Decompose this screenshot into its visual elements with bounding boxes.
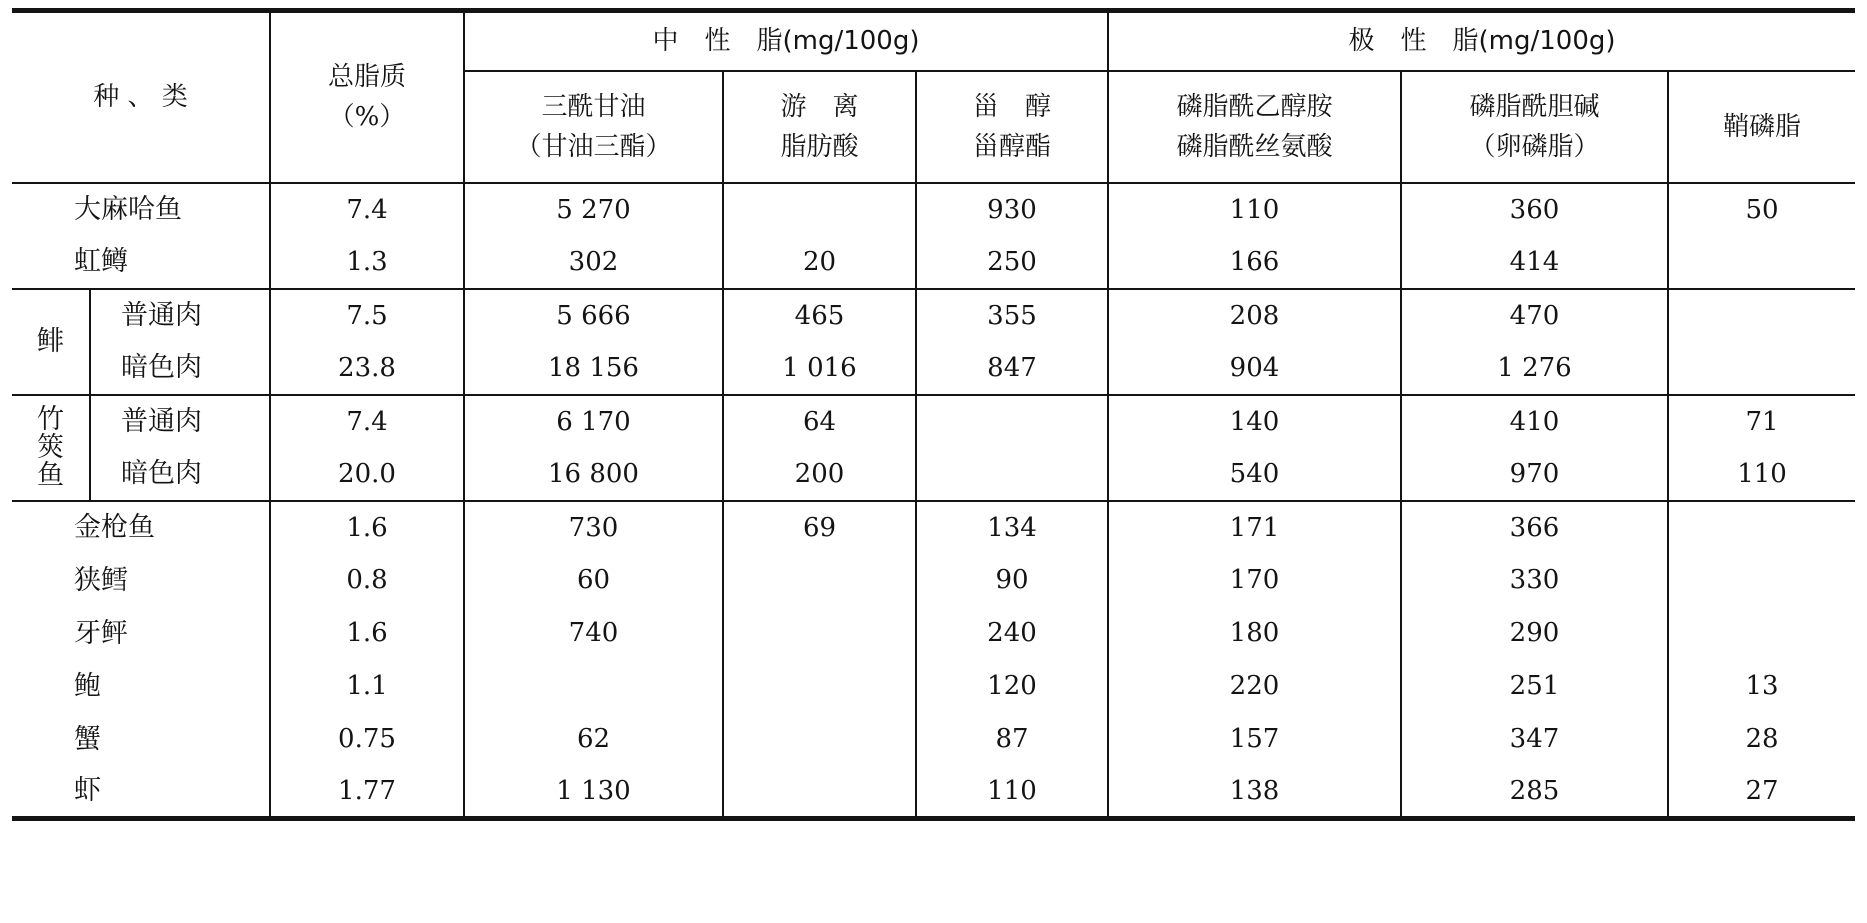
phosphatidylcholine-cell: 410 bbox=[1401, 395, 1668, 448]
group-label-char: 筴 bbox=[37, 431, 64, 463]
sphingomyelin-header: 鞘磷脂 bbox=[1668, 71, 1855, 183]
free-fatty-acid-cell bbox=[723, 660, 916, 713]
sterol-cell: 134 bbox=[916, 501, 1108, 554]
total-lipid-cell: 1.1 bbox=[270, 660, 464, 713]
sterol-cell: 847 bbox=[916, 342, 1108, 395]
phosphatidylethanolamine-cell: 540 bbox=[1108, 448, 1401, 501]
species-cell: 鲍 bbox=[74, 670, 101, 702]
phosphatidylethanolamine-cell: 171 bbox=[1108, 501, 1401, 554]
phosphatidylcholine-cell: 330 bbox=[1401, 554, 1668, 607]
phosphatidylcholine-cell: 360 bbox=[1401, 183, 1668, 236]
phosphatidylethanolamine-cell: 140 bbox=[1108, 395, 1401, 448]
free-fatty-acid-cell bbox=[723, 554, 916, 607]
subspecies-cell: 普通肉 bbox=[90, 289, 270, 342]
phosphatidylcholine-cell: 1 276 bbox=[1401, 342, 1668, 395]
phosphatidylethanolamine-cell: 110 bbox=[1108, 183, 1401, 236]
group-label-horse-mackerel bbox=[12, 395, 90, 501]
triglyceride-cell: 60 bbox=[464, 554, 723, 607]
table-row bbox=[12, 607, 1855, 660]
species-cell: 蟹 bbox=[74, 723, 101, 755]
phosphatidylethanolamine-cell: 166 bbox=[1108, 236, 1401, 289]
triglyceride-cell: 5 270 bbox=[464, 183, 723, 236]
sterol-cell: 110 bbox=[916, 766, 1108, 819]
phosphatidylethanolamine-cell: 904 bbox=[1108, 342, 1401, 395]
free-fatty-acid-cell: 465 bbox=[723, 289, 916, 342]
total-lipid-cell: 7.4 bbox=[270, 395, 464, 448]
lipid-composition-table bbox=[12, 8, 1855, 821]
sterol-header bbox=[916, 71, 1108, 183]
table-row bbox=[12, 289, 1855, 342]
sterol-cell bbox=[916, 395, 1108, 448]
phosphatidylcholine-cell: 285 bbox=[1401, 766, 1668, 819]
sphingomyelin-cell bbox=[1668, 342, 1855, 395]
species-header: 种 、 类 bbox=[12, 11, 270, 183]
sphingomyelin-cell bbox=[1668, 236, 1855, 289]
triglyceride-sublabel: （甘油三酯） bbox=[515, 131, 672, 162]
sphingomyelin-cell bbox=[1668, 607, 1855, 660]
free-fatty-acid-header bbox=[723, 71, 916, 183]
table-row bbox=[12, 713, 1855, 766]
phosphatidylcholine-cell: 251 bbox=[1401, 660, 1668, 713]
phosphatidylethanolamine-cell: 138 bbox=[1108, 766, 1401, 819]
triglyceride-cell: 16 800 bbox=[464, 448, 723, 501]
sphingomyelin-cell: 13 bbox=[1668, 660, 1855, 713]
total-lipid-cell: 0.8 bbox=[270, 554, 464, 607]
group-label-herring: 鲱 bbox=[12, 289, 90, 395]
sphingomyelin-cell: 50 bbox=[1668, 183, 1855, 236]
free-fatty-acid-cell: 200 bbox=[723, 448, 916, 501]
phosphatidylcholine-label: 磷脂酰胆碱 bbox=[1469, 91, 1600, 122]
free-fatty-acid-cell: 1 016 bbox=[723, 342, 916, 395]
triglyceride-cell: 5 666 bbox=[464, 289, 723, 342]
table-row bbox=[12, 448, 1855, 501]
phosphatidylcholine-cell: 414 bbox=[1401, 236, 1668, 289]
triglyceride-cell: 18 156 bbox=[464, 342, 723, 395]
free-fatty-acid-cell: 64 bbox=[723, 395, 916, 448]
table-row bbox=[12, 660, 1855, 713]
sterol-ester-label: 甾醇酯 bbox=[972, 131, 1051, 162]
sterol-cell: 120 bbox=[916, 660, 1108, 713]
species-cell: 虾 bbox=[12, 766, 270, 819]
neutral-lipid-group-header: 中 性 脂(mg/100g) bbox=[464, 11, 1108, 71]
sterol-cell: 240 bbox=[916, 607, 1108, 660]
free-fatty-acid-sublabel: 脂肪酸 bbox=[780, 131, 859, 162]
free-fatty-acid-cell bbox=[723, 766, 916, 819]
total-lipid-unit: （%） bbox=[328, 102, 406, 133]
total-lipid-label: 总脂质 bbox=[327, 62, 406, 93]
sphingomyelin-cell bbox=[1668, 289, 1855, 342]
sterol-cell: 250 bbox=[916, 236, 1108, 289]
phosphatidylethanolamine-cell: 208 bbox=[1108, 289, 1401, 342]
phosphatidylcholine-cell: 970 bbox=[1401, 448, 1668, 501]
phosphatidylcholine-cell: 366 bbox=[1401, 501, 1668, 554]
phosphatidylcholine-cell: 470 bbox=[1401, 289, 1668, 342]
phosphatidylcholine-header bbox=[1401, 71, 1668, 183]
subspecies-cell: 暗色肉 bbox=[90, 342, 270, 395]
total-lipid-header bbox=[270, 11, 464, 183]
phosphatidylcholine-cell: 347 bbox=[1401, 713, 1668, 766]
species-cell: 牙鲆 bbox=[74, 617, 128, 649]
table-row bbox=[12, 501, 1855, 554]
triglyceride-cell: 62 bbox=[464, 713, 723, 766]
phosphatidylethanolamine-cell: 220 bbox=[1108, 660, 1401, 713]
phosphatidylserine-label: 磷脂酰丝氨酸 bbox=[1176, 131, 1333, 162]
sterol-cell: 87 bbox=[916, 713, 1108, 766]
sterol-cell: 355 bbox=[916, 289, 1108, 342]
phosphatidylethanolamine-header bbox=[1108, 71, 1401, 183]
total-lipid-cell: 20.0 bbox=[270, 448, 464, 501]
sterol-cell: 90 bbox=[916, 554, 1108, 607]
sphingomyelin-cell: 28 bbox=[1668, 713, 1855, 766]
triglyceride-label: 三酰甘油 bbox=[541, 91, 646, 122]
table-row bbox=[12, 342, 1855, 395]
total-lipid-cell: 23.8 bbox=[270, 342, 464, 395]
total-lipid-cell: 1.6 bbox=[270, 501, 464, 554]
free-fatty-acid-cell bbox=[723, 183, 916, 236]
sterol-cell: 930 bbox=[916, 183, 1108, 236]
triglyceride-cell: 302 bbox=[464, 236, 723, 289]
total-lipid-cell: 1.3 bbox=[270, 236, 464, 289]
table-row bbox=[12, 766, 1855, 819]
subspecies-cell: 暗色肉 bbox=[90, 448, 270, 501]
header-row-1 bbox=[12, 11, 1855, 71]
lecithin-label: （卵磷脂） bbox=[1469, 131, 1600, 162]
triglyceride-cell: 730 bbox=[464, 501, 723, 554]
sphingomyelin-cell: 27 bbox=[1668, 766, 1855, 819]
sphingomyelin-cell: 71 bbox=[1668, 395, 1855, 448]
phosphatidylethanolamine-cell: 157 bbox=[1108, 713, 1401, 766]
total-lipid-cell: 0.75 bbox=[270, 713, 464, 766]
phosphatidylethanolamine-label: 磷脂酰乙醇胺 bbox=[1176, 91, 1333, 122]
free-fatty-acid-cell bbox=[723, 607, 916, 660]
total-lipid-cell: 1.6 bbox=[270, 607, 464, 660]
triglyceride-cell: 6 170 bbox=[464, 395, 723, 448]
table-row bbox=[12, 554, 1855, 607]
group-label-char: 鱼 bbox=[37, 459, 64, 491]
sphingomyelin-cell bbox=[1668, 501, 1855, 554]
phosphatidylethanolamine-cell: 180 bbox=[1108, 607, 1401, 660]
table-row bbox=[12, 236, 1855, 289]
sterol-label: 甾 醇 bbox=[972, 91, 1051, 122]
free-fatty-acid-cell: 69 bbox=[723, 501, 916, 554]
sphingomyelin-cell bbox=[1668, 554, 1855, 607]
phosphatidylcholine-cell: 290 bbox=[1401, 607, 1668, 660]
triglyceride-cell bbox=[464, 660, 723, 713]
phosphatidylethanolamine-cell: 170 bbox=[1108, 554, 1401, 607]
species-cell: 大麻哈鱼 bbox=[12, 183, 270, 236]
sphingomyelin-cell: 110 bbox=[1668, 448, 1855, 501]
free-fatty-acid-cell: 20 bbox=[723, 236, 916, 289]
species-cell: 金枪鱼 bbox=[12, 501, 270, 554]
free-fatty-acid-cell bbox=[723, 713, 916, 766]
triglyceride-cell: 740 bbox=[464, 607, 723, 660]
table-row bbox=[12, 183, 1855, 236]
species-cell: 虹鳟 bbox=[74, 246, 128, 277]
species-cell: 狭鳕 bbox=[74, 564, 128, 596]
total-lipid-cell: 1.77 bbox=[270, 766, 464, 819]
group-label-char: 竹 bbox=[37, 403, 64, 435]
sterol-cell bbox=[916, 448, 1108, 501]
table-row bbox=[12, 395, 1855, 448]
triglyceride-header bbox=[464, 71, 723, 183]
triglyceride-cell: 1 130 bbox=[464, 766, 723, 819]
total-lipid-cell: 7.4 bbox=[270, 183, 464, 236]
free-fatty-acid-label: 游 离 bbox=[780, 91, 859, 122]
total-lipid-cell: 7.5 bbox=[270, 289, 464, 342]
polar-lipid-group-header: 极 性 脂(mg/100g) bbox=[1108, 11, 1855, 71]
subspecies-cell: 普通肉 bbox=[90, 395, 270, 448]
